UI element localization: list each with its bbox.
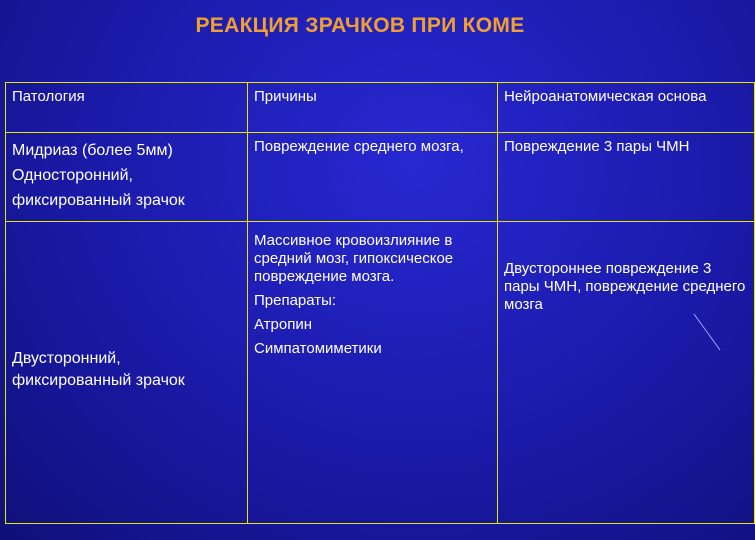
cell-basis <box>498 133 755 222</box>
pupil-reaction-table <box>5 82 755 524</box>
slide-title: РЕАКЦИЯ ЗРАЧКОВ ПРИ КОМЕ <box>195 14 525 37</box>
decorative-line <box>690 300 720 360</box>
cell-causes <box>248 133 498 222</box>
basis-line: Двустороннее повреждение 3 пары ЧМН, повреждение среднего мозга <box>504 260 746 313</box>
header-pathology: Патология <box>6 83 248 133</box>
causes-line: Повреждение среднего мозга, <box>254 138 464 155</box>
table-header-row <box>6 83 755 133</box>
cell-pathology <box>6 133 248 222</box>
causes-line: Массивное кровоизлияние в средний мозг, гипоксическое повреждение мозга. <box>254 232 454 285</box>
pathology-line: Односторонний, фиксированный зрачок <box>12 167 185 209</box>
basis-line: Повреждение 3 пары ЧМН <box>504 138 690 155</box>
cell-pathology <box>6 222 248 524</box>
pathology-line: Двусторонний, фиксированный зрачок <box>12 350 185 389</box>
causes-line: Атропин <box>254 316 313 333</box>
header-causes: Причины <box>248 83 498 133</box>
table-row <box>6 222 755 524</box>
causes-line: Симпатомиметики <box>254 340 382 357</box>
cell-causes <box>248 222 498 524</box>
header-neuroanatomic-basis: Нейроанатомическая основа <box>498 83 755 133</box>
cell-basis <box>498 222 755 524</box>
table-row <box>6 133 755 222</box>
pathology-line: Мидриаз (более 5мм) <box>12 142 173 159</box>
causes-line: Препараты: <box>254 292 337 309</box>
